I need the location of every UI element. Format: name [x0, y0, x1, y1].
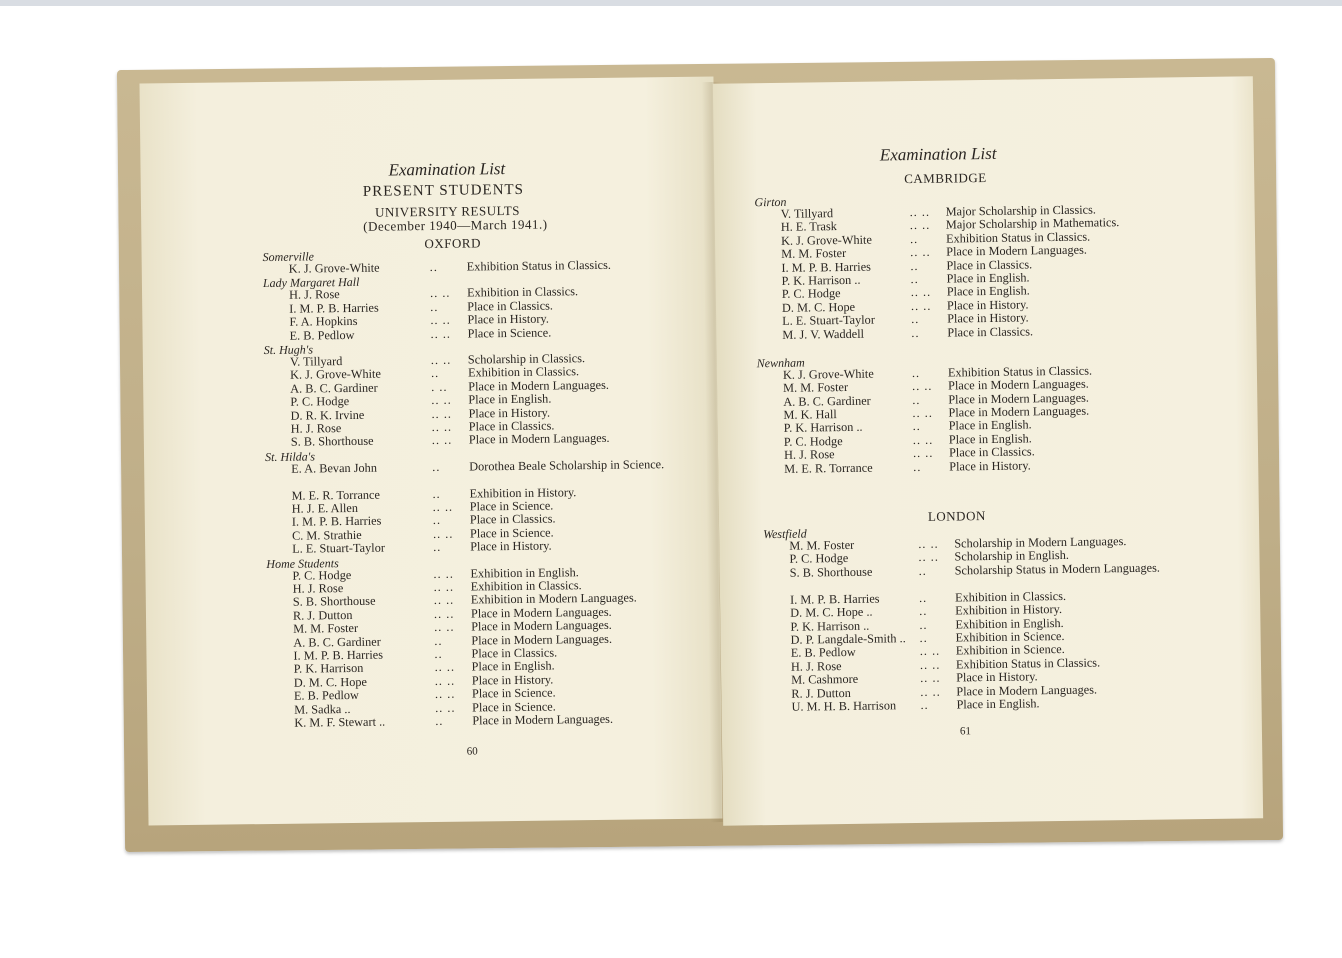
student-name: I. M. P. B. Harries — [781, 259, 872, 275]
running-head-left: Examination List — [388, 159, 506, 180]
exam-result: Place in English. — [468, 391, 552, 407]
college-heading: Girton — [754, 194, 787, 210]
exam-result: Place in Modern Languages. — [470, 604, 612, 621]
college-heading: Westfield — [763, 526, 807, 542]
leader-dots: .. .. — [920, 684, 941, 699]
leader-dots: .. .. — [910, 285, 932, 300]
student-name: M. Sadka .. — [294, 701, 351, 717]
exam-result: Place in English. — [946, 270, 1030, 286]
leader-dots: .. — [919, 604, 928, 619]
exam-result: Exhibition in Science. — [955, 642, 1065, 658]
leader-dots: .. .. — [909, 204, 931, 220]
student-name: L. E. Stuart-Taylor — [292, 540, 385, 556]
leader-dots: .. — [432, 513, 442, 528]
leader-dots: .. — [430, 299, 439, 314]
exam-result: Scholarship Status in Modern Languages. — [954, 560, 1161, 578]
leader-dots: .. .. — [918, 536, 939, 551]
leader-dots: . .. — [431, 379, 448, 394]
leader-dots: .. .. — [431, 392, 452, 408]
exam-result: Place in Classics. — [468, 418, 555, 434]
leader-dots: .. .. — [909, 218, 931, 233]
student-name: H. J. Rose — [292, 581, 344, 596]
student-name: A. B. C. Gardiner — [783, 393, 871, 409]
exam-result: Place in Science. — [469, 498, 554, 514]
exam-result: Place in Modern Languages. — [948, 403, 1090, 420]
exam-result: Place in Classics. — [471, 645, 558, 661]
exam-result: Place in History. — [468, 405, 551, 421]
leader-dots: .. — [911, 365, 921, 380]
exam-result: Exhibition in English. — [470, 564, 579, 581]
student-name: M. Cashmore — [791, 671, 859, 687]
student-name: S. B. Shorthouse — [789, 564, 873, 580]
page-number-left: 60 — [466, 745, 478, 758]
student-name: H. J. E. Allen — [291, 500, 359, 516]
exam-result: Place in Modern Languages. — [468, 431, 610, 447]
university-heading-london: LONDON — [927, 508, 986, 524]
left-page — [139, 77, 722, 826]
student-name: P. K. Harrison .. — [781, 272, 861, 288]
leader-dots: .. — [429, 259, 438, 275]
page-subtitle: UNIVERSITY RESULTS — [374, 202, 521, 220]
leader-dots: .. .. — [430, 312, 451, 328]
exam-result: Place in History. — [467, 311, 549, 327]
exam-result: Place in History. — [947, 310, 1029, 326]
student-name: K. J. Grove-White — [782, 366, 874, 382]
student-name: E. B. Pedlow — [790, 645, 856, 661]
exam-result: Scholarship in Classics. — [467, 351, 586, 367]
leader-dots: .. — [910, 271, 919, 287]
student-name: P. C. Hodge — [783, 433, 843, 449]
leader-dots: .. .. — [435, 700, 456, 715]
leader-dots: .. .. — [434, 660, 456, 675]
leader-dots: .. — [919, 630, 928, 645]
exam-result: Exhibition in History. — [469, 484, 577, 501]
running-head-right: Examination List — [879, 143, 997, 165]
exam-result: Place in Modern Languages. — [956, 682, 1098, 698]
leader-dots: .. .. — [431, 419, 453, 434]
student-name: H. J. Rose — [790, 658, 842, 674]
leader-dots: .. — [434, 646, 443, 661]
scanner-edge — [0, 0, 1342, 6]
exam-result: Exhibition in Classics. — [467, 364, 580, 380]
student-name: H. J. Rose — [783, 447, 835, 463]
student-name: H. E. Trask — [780, 219, 837, 235]
student-name: P. C. Hodge — [781, 286, 841, 302]
student-name: P. K. Harrison .. — [790, 618, 870, 634]
leader-dots: .. .. — [919, 657, 941, 672]
leader-dots: .. .. — [434, 673, 456, 688]
student-name: A. B. C. Gardiner — [290, 380, 378, 396]
exam-result: Place in Science. — [471, 685, 556, 701]
leader-dots: .. .. — [433, 593, 455, 608]
exam-result: Major Scholarship in Mathematics. — [945, 215, 1120, 232]
leader-dots: .. — [909, 231, 919, 246]
leader-dots: .. .. — [920, 670, 941, 686]
exam-result: Place in History. — [946, 297, 1029, 313]
leader-dots: .. .. — [431, 433, 453, 448]
student-name: R. J. Dutton — [292, 607, 353, 623]
student-name: M. E. R. Torrance — [291, 487, 381, 503]
exam-result: Exhibition in Classics. — [466, 284, 579, 300]
exam-result: Exhibition in Classics. — [470, 578, 582, 594]
exam-result: Scholarship in English. — [954, 548, 1069, 564]
exam-result: Place in Modern Languages. — [471, 631, 613, 648]
leader-dots: .. — [432, 486, 441, 501]
student-name: P. K. Harrison — [293, 661, 364, 677]
exam-result: Place in English. — [948, 417, 1032, 434]
leader-dots: .. — [433, 540, 442, 555]
college-heading: Newnham — [756, 355, 805, 371]
student-name: E. A. Bevan John — [291, 460, 378, 476]
student-name: C. M. Strathie — [291, 527, 362, 543]
college-heading: Lady Margaret Hall — [262, 275, 360, 291]
student-name: I. M. P. B. Harries — [789, 591, 880, 607]
exam-result: Place in Modern Languages. — [468, 377, 609, 394]
student-name: K. M. F. Stewart .. — [294, 714, 386, 730]
exam-result: Place in English. — [956, 696, 1040, 712]
student-name: M. M. Foster — [783, 380, 849, 396]
leader-dots: .. — [432, 459, 441, 474]
exam-result: Major Scholarship in Classics. — [945, 202, 1097, 219]
student-name: P. C. Hodge — [290, 394, 350, 409]
student-name: F. A. Hopkins — [289, 314, 358, 329]
leader-dots: .. — [430, 366, 440, 381]
exam-result: Place in History. — [956, 669, 1038, 685]
student-name: I. M. P. B. Harries — [291, 514, 382, 530]
student-name: D. M. C. Hope .. — [790, 604, 873, 620]
leader-dots: .. .. — [919, 644, 941, 659]
leader-dots: .. .. — [912, 405, 933, 421]
student-name: E. B. Pedlow — [289, 327, 355, 343]
exam-result: Place in English. — [946, 283, 1030, 299]
student-name: M. J. V. Waddell — [782, 326, 865, 342]
student-name: P. C. Hodge — [292, 567, 352, 583]
leader-dots: .. — [920, 697, 929, 712]
student-name: H. J. Rose — [288, 287, 340, 303]
leader-dots: .. .. — [910, 298, 932, 313]
london-results-list — [763, 521, 1206, 714]
exam-result: Place in History. — [471, 672, 554, 688]
leader-dots: .. — [913, 459, 922, 474]
exam-result: Place in Science. — [467, 325, 552, 341]
exam-result: Exhibition in Modern Languages. — [470, 590, 637, 607]
exam-result: Exhibition in Classics. — [954, 588, 1067, 605]
right-page — [713, 76, 1263, 825]
leader-dots: .. .. — [912, 432, 934, 447]
student-name: M. K. Hall — [783, 407, 837, 422]
student-name: U. M. H. B. Harrison — [791, 698, 897, 714]
student-name: D. M. C. Hope — [781, 299, 856, 315]
leader-dots: .. .. — [433, 606, 455, 621]
exam-result: Place in Modern Languages. — [471, 618, 612, 634]
exam-result: Place in Modern Languages. — [947, 376, 1089, 393]
leader-dots: .. .. — [434, 686, 456, 702]
date-range: (December 1940—March 1941.) — [363, 216, 548, 234]
student-name: E. B. Pedlow — [293, 688, 359, 703]
leader-dots: .. .. — [918, 550, 939, 565]
exam-result: Place in English. — [948, 431, 1032, 447]
leader-dots: .. — [911, 312, 920, 327]
leader-dots: .. .. — [910, 244, 931, 260]
exam-result: Exhibition in Science. — [955, 628, 1065, 645]
leader-dots: .. — [918, 590, 928, 605]
leader-dots: .. — [919, 617, 928, 632]
leader-dots: .. .. — [432, 526, 454, 541]
exam-result: Dorothea Beale Scholarship in Science. — [469, 456, 665, 474]
leader-dots: .. .. — [429, 286, 451, 301]
exam-result: Place in History. — [949, 458, 1031, 474]
student-name: M. M. Foster — [781, 246, 847, 262]
exam-result: Scholarship in Modern Languages. — [954, 534, 1127, 551]
leader-dots: .. — [912, 419, 921, 434]
oxford-results-list — [263, 245, 709, 731]
exam-result: Exhibition in English. — [955, 615, 1064, 632]
exam-result: Exhibition Status in Classics. — [955, 655, 1101, 672]
exam-result: Place in Modern Languages. — [948, 390, 1090, 407]
exam-result: Place in English. — [471, 658, 555, 674]
exam-result: Place in Classics. — [948, 444, 1035, 460]
leader-dots: .. .. — [911, 379, 933, 394]
university-heading-cambridge: CAMBRIDGE — [904, 169, 987, 187]
exam-result: Place in Modern Languages. — [946, 242, 1088, 259]
student-name: D. M. C. Hope — [293, 674, 368, 690]
student-name: K. J. Grove-White — [780, 232, 872, 248]
college-heading: St. Hilda's — [264, 449, 316, 464]
student-name: I. M. P. B. Harries — [289, 300, 379, 316]
university-heading-oxford: OXFORD — [424, 235, 482, 252]
student-name: L. E. Stuart-Taylor — [782, 312, 875, 328]
exam-result: Exhibition Status in Classics. — [945, 229, 1091, 246]
leader-dots: .. .. — [434, 619, 455, 635]
college-heading: Somerville — [262, 249, 315, 265]
leader-dots: .. .. — [432, 499, 454, 515]
student-name: V. Tillyard — [780, 206, 834, 221]
leader-dots: .. .. — [430, 352, 452, 367]
exam-result: Place in Modern Languages. — [472, 711, 614, 728]
leader-dots: .. — [434, 633, 443, 648]
student-name: M. E. R. Torrance — [784, 460, 873, 476]
exam-result: Exhibition Status in Classics. — [466, 257, 611, 274]
college-heading: St. Hugh's — [263, 342, 314, 357]
student-name: S. B. Shorthouse — [290, 433, 374, 450]
student-name: P. K. Harrison .. — [783, 420, 863, 436]
student-name: K. J. Grove-White — [288, 260, 380, 276]
leader-dots: .. — [912, 392, 921, 407]
student-name: S. B. Shorthouse — [292, 594, 376, 610]
exam-result: Exhibition in History. — [955, 602, 1063, 618]
leader-dots: .. .. — [431, 406, 453, 421]
result-row — [268, 712, 708, 731]
student-name: P. C. Hodge — [789, 551, 849, 567]
student-name: R. J. Dutton — [791, 685, 851, 701]
leader-dots: .. .. — [433, 566, 454, 581]
exam-result: Place in Classics. — [946, 256, 1033, 273]
leader-dots: .. .. — [912, 446, 934, 461]
exam-result: Place in Classics. — [467, 298, 554, 314]
student-name: M. M. Foster — [789, 537, 855, 553]
exam-result: Place in Science. — [472, 699, 556, 715]
exam-result: Place in Classics. — [947, 323, 1034, 340]
leader-dots: .. — [910, 258, 919, 273]
student-name: D. R. K. Irvine — [290, 407, 365, 423]
student-name: I. M. P. B. Harries — [293, 647, 384, 663]
exam-result: Place in History. — [470, 538, 552, 554]
leader-dots: .. — [435, 713, 444, 728]
leader-dots: .. — [918, 563, 927, 578]
exam-result: Place in Classics. — [469, 511, 556, 527]
exam-result: Exhibition Status in Classics. — [947, 363, 1093, 380]
exam-result: Place in Science. — [469, 525, 554, 541]
leader-dots: .. .. — [430, 326, 452, 341]
page-title: PRESENT STUDENTS — [362, 181, 525, 200]
student-name: H. J. Rose — [290, 421, 342, 436]
student-name: A. B. C. Gardiner — [293, 634, 381, 650]
student-name: D. P. Langdale-Smith .. — [790, 631, 906, 647]
leader-dots: .. .. — [433, 579, 455, 595]
student-name: V. Tillyard — [289, 354, 343, 369]
college-heading: Home Students — [266, 555, 339, 571]
student-name: K. J. Grove-White — [289, 366, 381, 383]
cambridge-results-list — [754, 189, 1198, 476]
leader-dots: .. — [911, 325, 920, 340]
page-number-right: 61 — [959, 725, 971, 738]
student-name: M. M. Foster — [293, 621, 359, 636]
